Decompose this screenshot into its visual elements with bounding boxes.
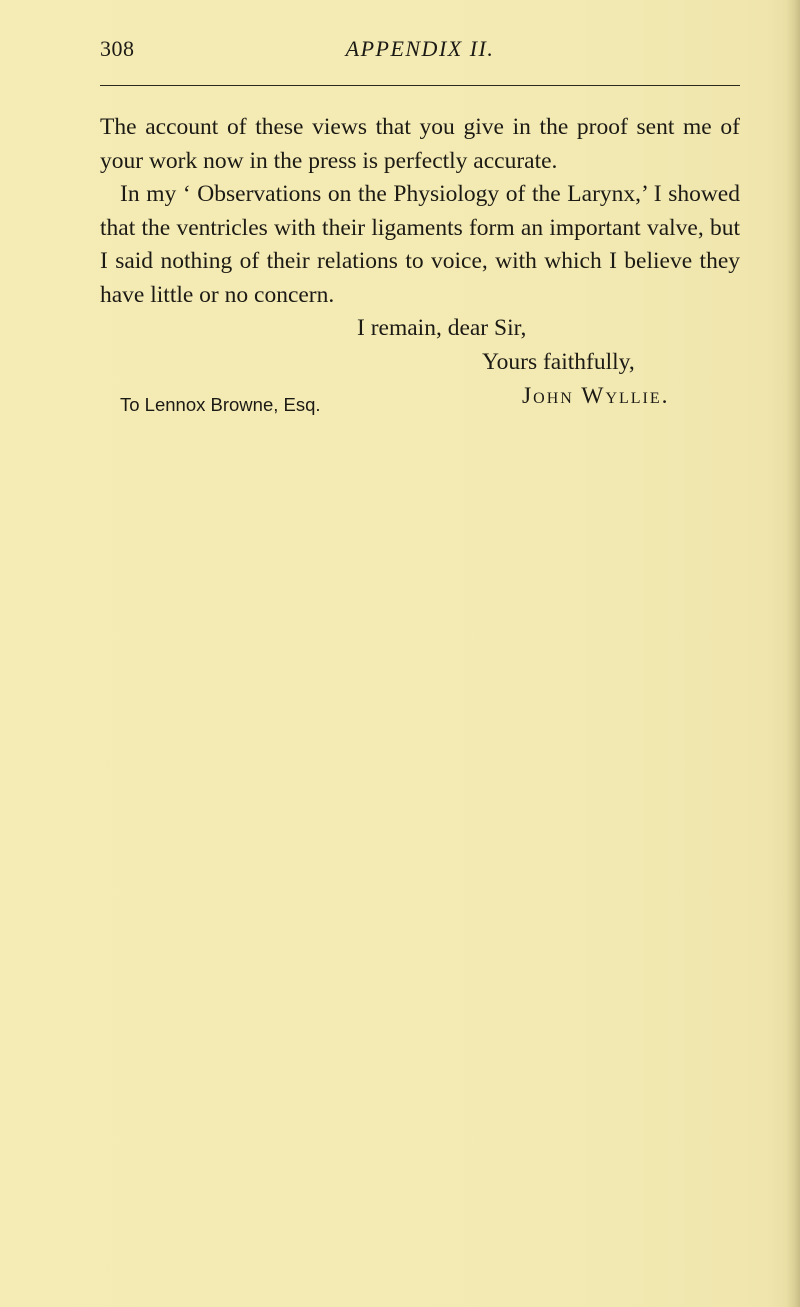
- letter-addressee: To Lennox Browne, Esq.: [120, 394, 321, 415]
- letter-closing: I remain, dear Sir,: [357, 315, 527, 341]
- page-header: [100, 36, 740, 80]
- page-edge-shadow: [786, 0, 800, 1307]
- page-number: 308: [100, 36, 135, 61]
- paragraph: The account of these views that you give in the proof sent me of your work now in the press is perfectly accurate.: [100, 114, 740, 174]
- letter-salutation: Yours faithfully,: [482, 349, 635, 375]
- running-head: APPENDIX II.: [345, 36, 495, 61]
- letter-body: [100, 111, 740, 312]
- letter-signature: John Wyllie.: [522, 383, 670, 409]
- header-rule: [100, 85, 740, 86]
- paragraph: In my ‘ Observations on the Physiology of the Larynx,’ I showed that the ventricles with their ligaments form an important valve, but I said nothing of their relations to voice, with which I believe they have little or no concern.: [100, 181, 740, 308]
